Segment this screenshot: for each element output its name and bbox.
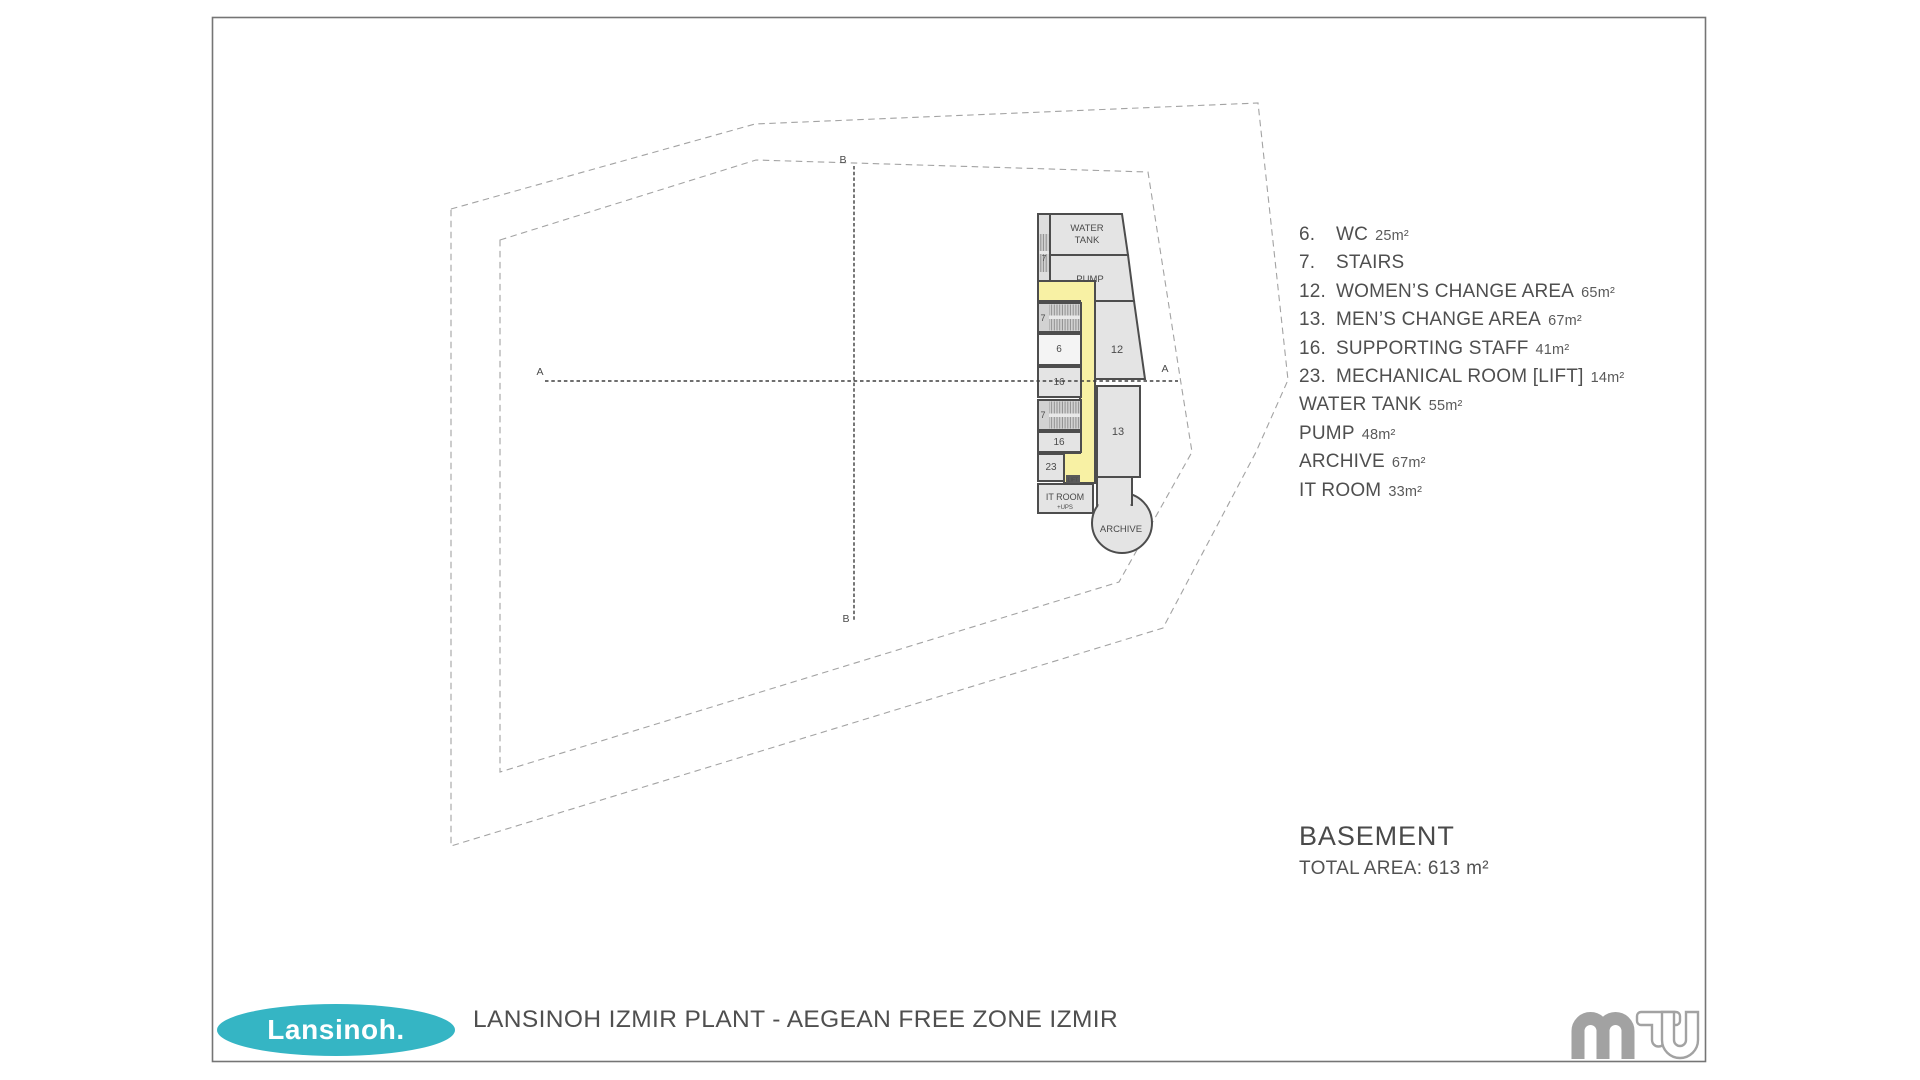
stair-landing [1049, 414, 1080, 418]
room-label-stairs-top: 7 [1041, 254, 1047, 263]
room-label-ups: +UPS [1057, 505, 1073, 511]
mtu-letter-m [1578, 1018, 1628, 1059]
room-12 [1095, 301, 1145, 379]
legend-item [1299, 335, 1624, 363]
room-label-archive: ARCHIVE [1099, 524, 1143, 535]
legend-item-number: 6. [1299, 224, 1316, 245]
legend-item [1299, 221, 1624, 249]
legend-item [1299, 477, 1624, 505]
site-boundary [451, 103, 1288, 846]
legend-item-name: SUPPORTING STAFF [1336, 337, 1529, 359]
legend-item-name: STAIRS [1336, 252, 1405, 274]
legend-item-number: 13. [1299, 309, 1327, 331]
legend-item-area: 55m² [1428, 398, 1463, 415]
room-label-16-lower: 16 [1053, 437, 1065, 448]
legend-item-name: PUMP [1299, 422, 1355, 444]
legend-item-area: 33m² [1388, 483, 1423, 500]
site-boundary-outer [451, 103, 1288, 846]
section-label-a-left: A [536, 366, 544, 378]
legend-item-area: 48m² [1361, 426, 1396, 443]
room-label-6: 6 [1056, 344, 1062, 355]
room-label-stairs-lower: 7 [1040, 410, 1046, 420]
legend-item-number: 12. [1299, 280, 1327, 302]
floor-name: BASEMENT [1299, 821, 1455, 851]
floor-total-area: TOTAL AREA: 613 m² [1299, 858, 1489, 879]
room-label-pump: PUMP [1076, 274, 1104, 285]
floor-info [1299, 822, 1489, 880]
legend-item [1299, 278, 1624, 306]
room-label-16-upper: 16 [1053, 377, 1065, 388]
lift-badge [1066, 475, 1080, 484]
room-label-23: 23 [1045, 462, 1057, 473]
legend-item-name: WATER TANK [1299, 394, 1422, 416]
room-label-12: 12 [1110, 344, 1124, 356]
legend-item-name: MEN’S CHANGE AREA [1336, 309, 1542, 331]
room-label-stairs-upper: 7 [1040, 313, 1046, 323]
section-label-b-top: B [839, 154, 847, 166]
legend-item-name: WC [1336, 224, 1369, 245]
legend-item [1299, 391, 1624, 419]
legend-item [1299, 306, 1624, 334]
legend-item [1299, 363, 1624, 391]
legend-item-area: 67m² [1391, 455, 1426, 472]
room-label-it-room: IT ROOM [1045, 492, 1085, 502]
project-title: LANSINOH IZMIR PLANT - AEGEAN FREE ZONE IZMIR [473, 1006, 1119, 1033]
section-label-b-bottom: B [842, 613, 850, 625]
legend-item [1299, 448, 1624, 476]
mtu-logo-icon [1578, 1012, 1698, 1059]
legend-item-area: 67m² [1548, 313, 1582, 330]
room-label-water-tank: WATER [1070, 223, 1104, 234]
legend-item-area: 25m² [1375, 228, 1409, 244]
stair-landing [1049, 316, 1080, 320]
legend-item-area: 65m² [1581, 284, 1616, 301]
section-label-a-right: A [1161, 363, 1169, 375]
room-label-lift: LIFT [1067, 477, 1079, 484]
legend-item-number: 16. [1299, 337, 1327, 359]
legend-item-area: 14m² [1590, 369, 1625, 386]
sheet-border [213, 18, 1706, 1062]
room-label-water-tank: TANK [1074, 235, 1100, 246]
legend-item [1299, 249, 1624, 277]
archive-join [1098, 478, 1130, 511]
legend-item-number: 23. [1299, 365, 1327, 387]
lansinoh-logo-text: Lansinoh. [267, 1014, 405, 1045]
lansinoh-logo-icon [217, 1004, 455, 1056]
legend-item-name: ARCHIVE [1299, 451, 1385, 473]
legend-item-name: MECHANICAL ROOM [LIFT] [1336, 365, 1584, 387]
room-label-13: 13 [1111, 426, 1125, 438]
legend-item-name: WOMEN’S CHANGE AREA [1336, 280, 1575, 302]
legend-item-area: 41m² [1535, 341, 1570, 358]
room-legend [1299, 221, 1624, 505]
legend-item-number: 7. [1299, 252, 1316, 274]
legend-item-name: IT ROOM [1299, 479, 1382, 501]
legend-item [1299, 420, 1624, 448]
